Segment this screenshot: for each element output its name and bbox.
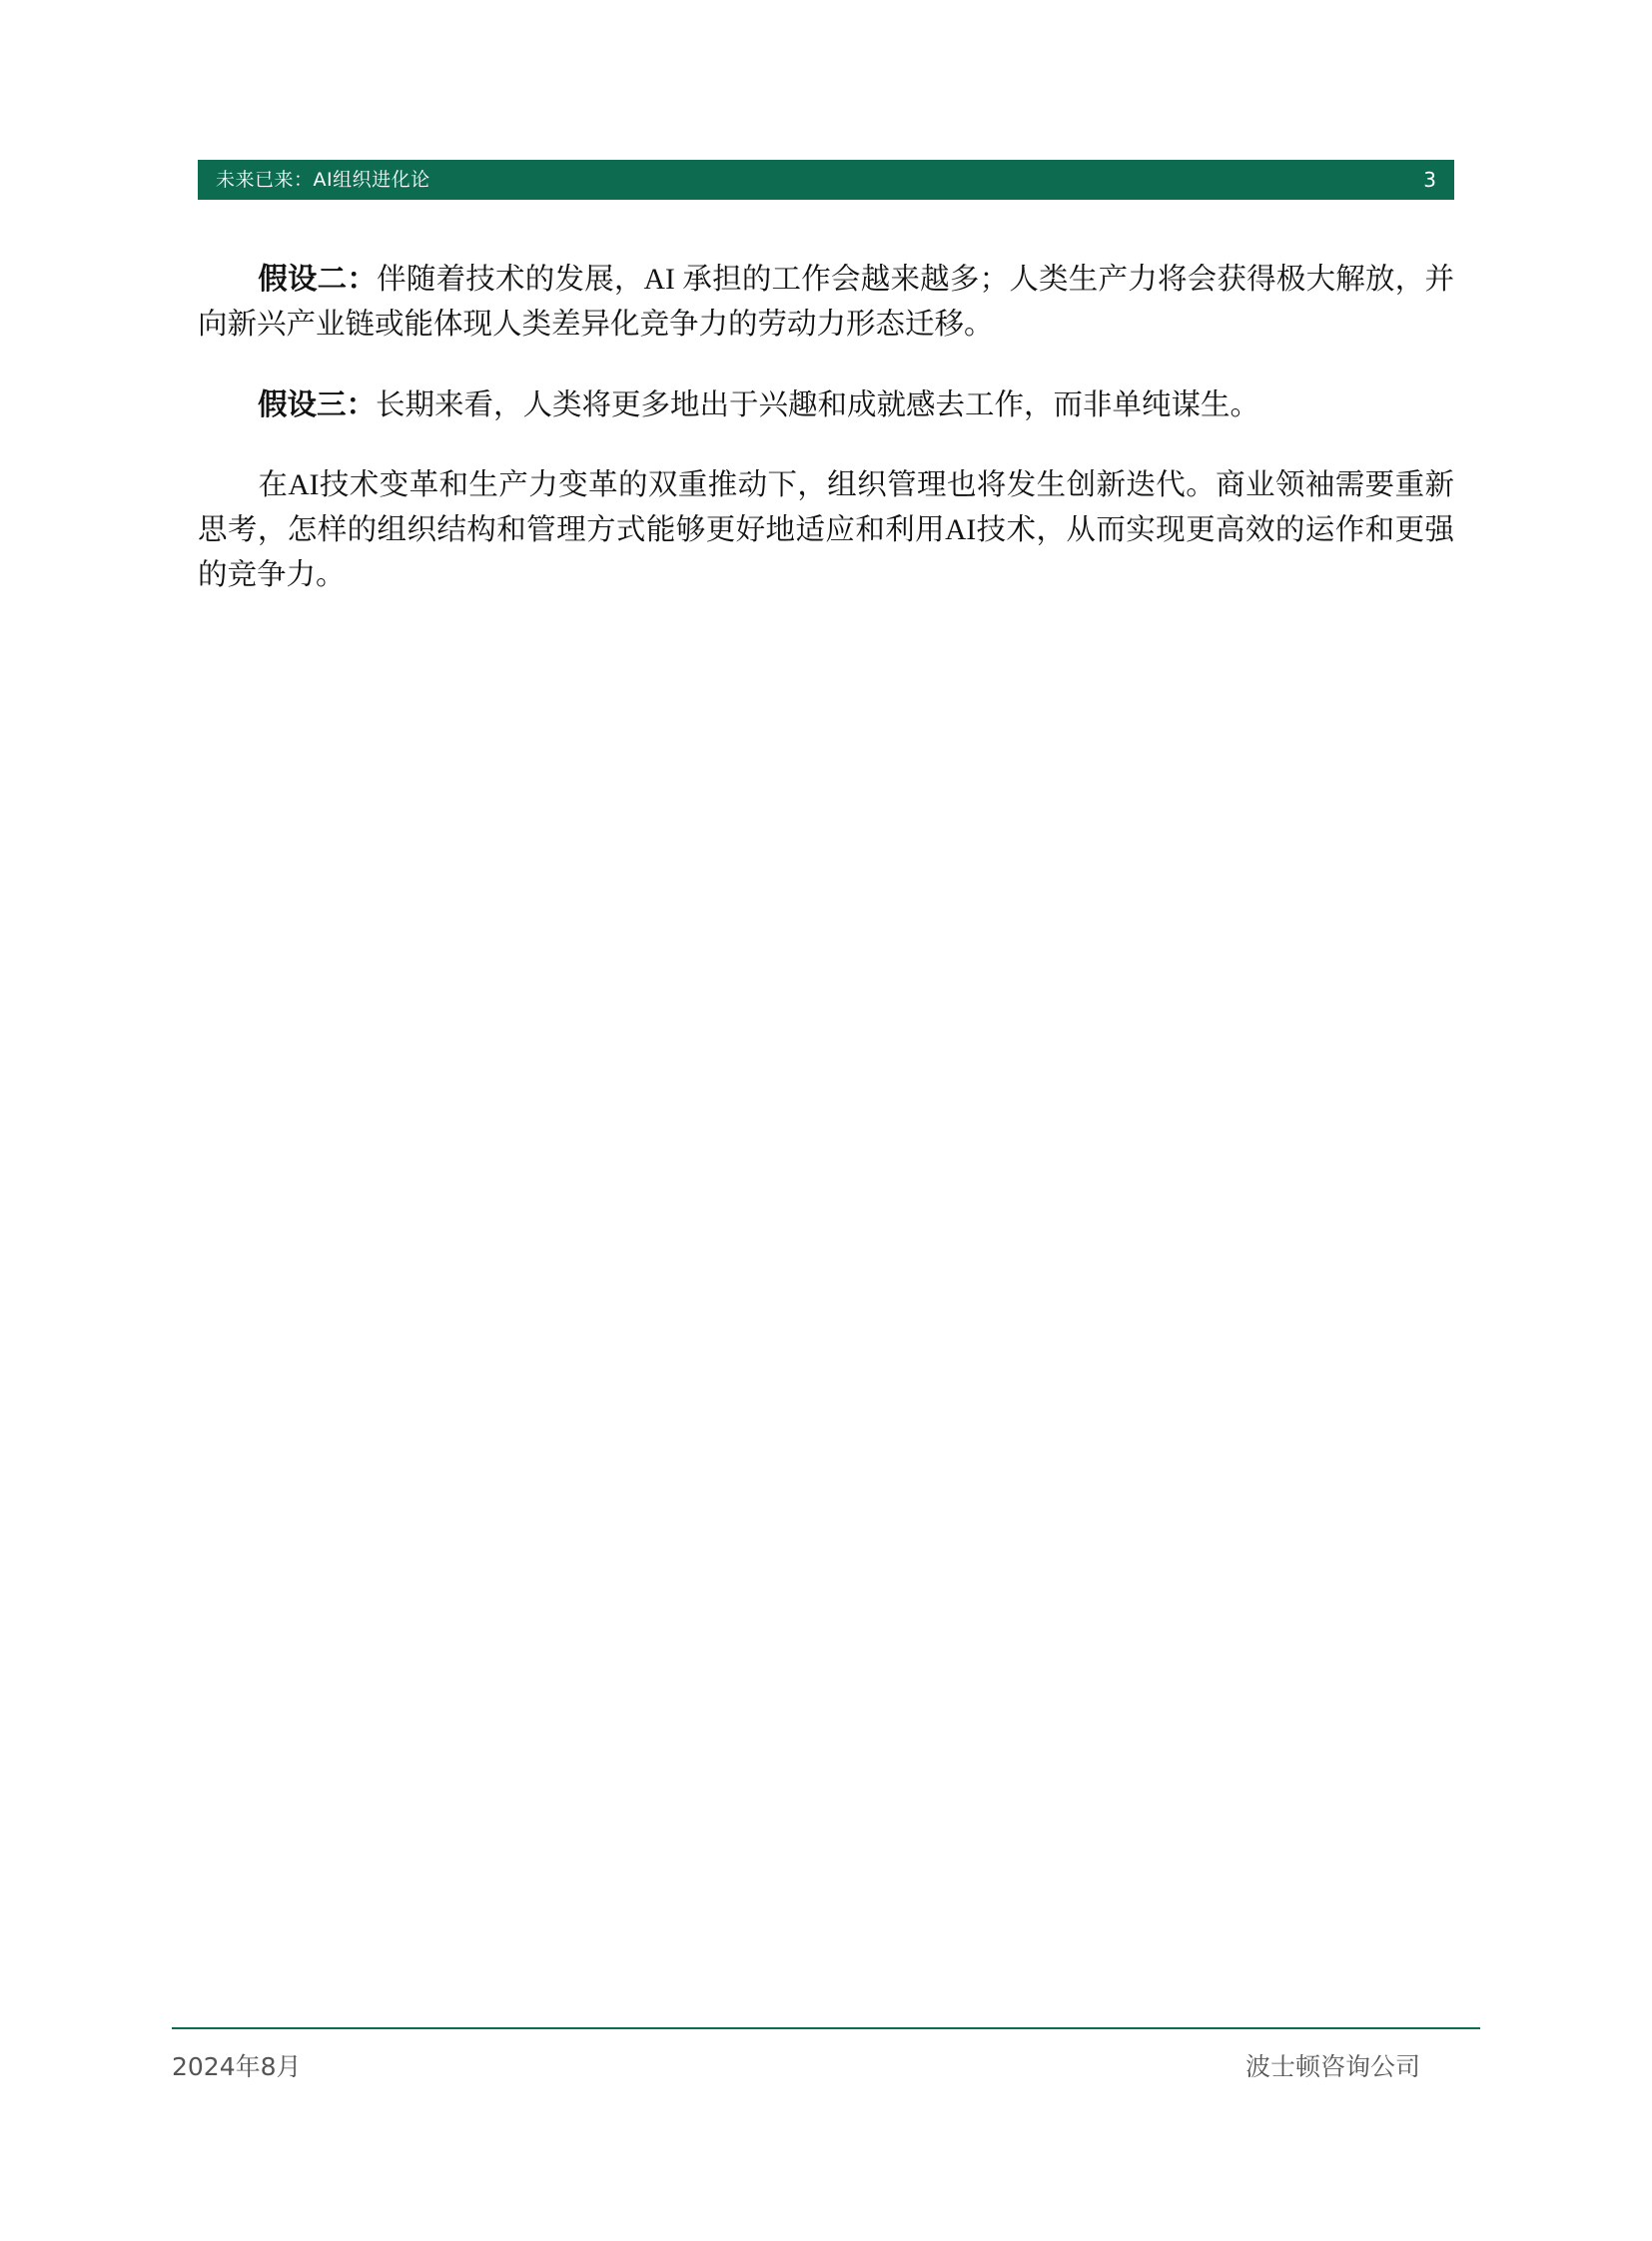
paragraph-text: 在AI技术变革和生产力变革的双重推动下，组织管理也将发生创新迭代。商业领袖需要重新思考，怎样的组织结构和管理方式能够更好地适应和利用AI技术，从而实现更高效的运作和更强的竞争力。 (198, 469, 1454, 592)
document-body (198, 258, 1454, 598)
page-footer (172, 2047, 1480, 2083)
paragraph-lead-label: 假设三： (258, 388, 377, 421)
header-page-number: 3 (1423, 168, 1436, 192)
paragraph-text: 伴随着技术的发展，AI 承担的工作会越来越多；人类生产力将会获得极大解放，并向新兴产业链或能体现人类差异化竞争力的劳动力形态迁移。 (198, 264, 1454, 341)
paragraph-lead-label: 假设二： (258, 264, 378, 296)
footer-company: 波士顿咨询公司 (1244, 2052, 1420, 2081)
footer-divider (172, 2027, 1480, 2029)
page-header-band (198, 160, 1454, 200)
paragraph-text: 长期来看，人类将更多地出于兴趣和成就感去工作，而非单纯谋生。 (376, 388, 1260, 421)
header-title: 未来已来：AI组织进化论 (216, 168, 430, 191)
paragraph-assumption-three (198, 383, 1454, 428)
paragraph-assumption-two (198, 258, 1454, 348)
paragraph-closing (198, 463, 1454, 597)
footer-date: 2024年8月 (172, 2052, 302, 2081)
